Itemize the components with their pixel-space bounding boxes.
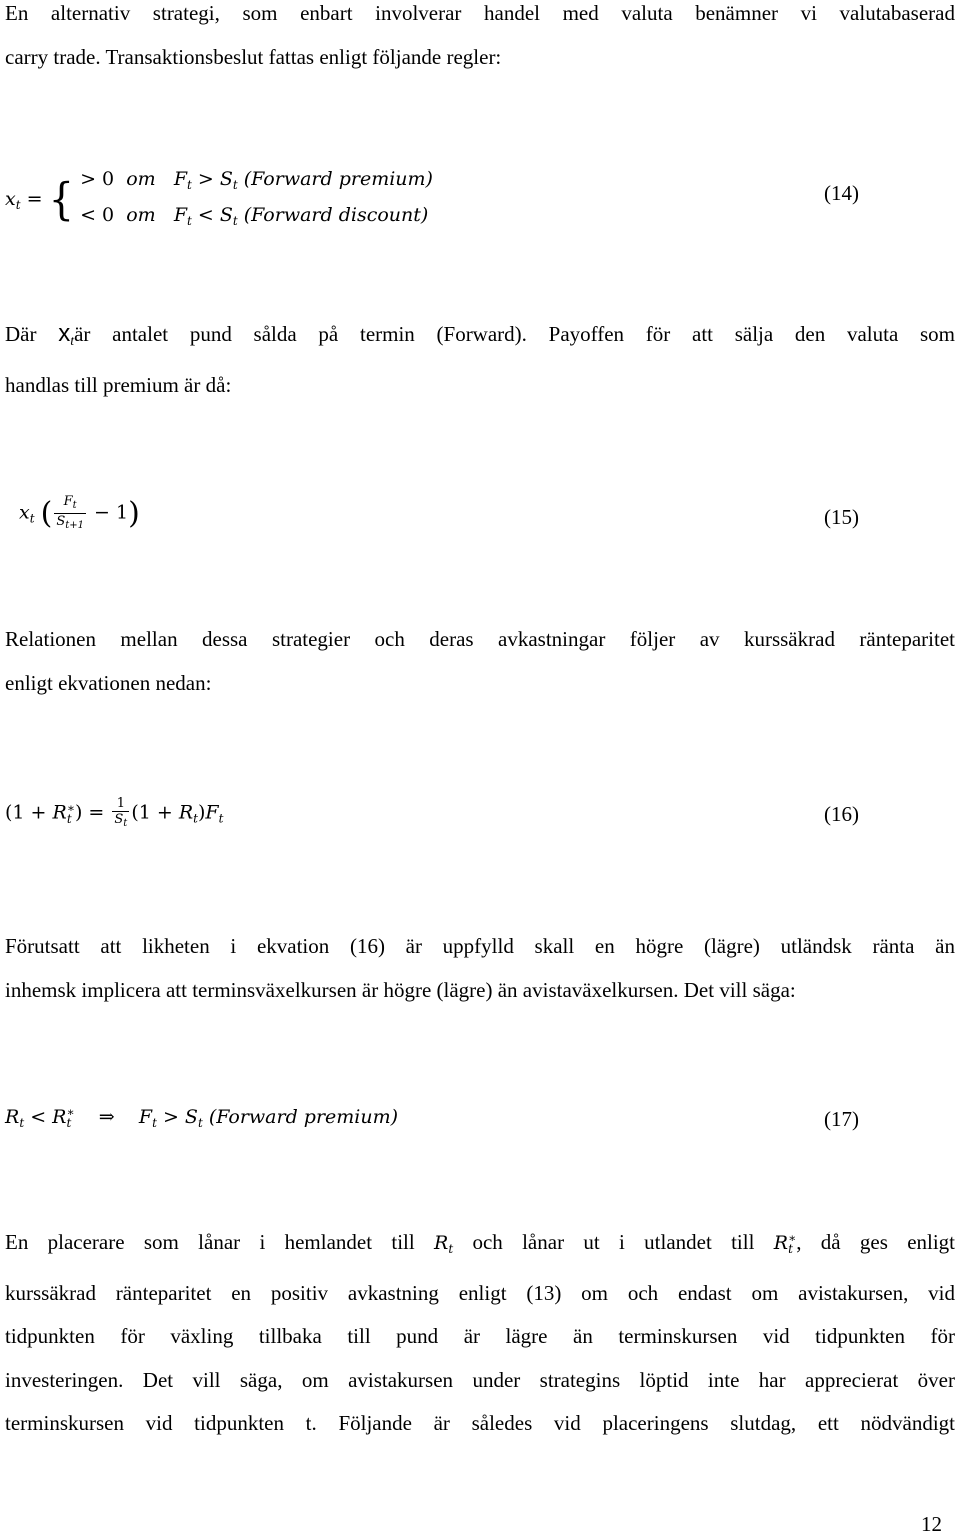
eq-case-2 (80, 200, 433, 236)
equation-17 (5, 1106, 398, 1130)
frac-denominator (112, 812, 129, 831)
eq-var: F (173, 168, 187, 190)
eq-sub: t (448, 1242, 454, 1256)
eq-supsub (66, 1107, 74, 1129)
eq-sub: t (187, 178, 192, 192)
inline-math-rt (434, 1232, 453, 1254)
eq-minus-one: − 1 (94, 501, 129, 524)
eq-sub: t (197, 1116, 203, 1130)
equation-number-16: (16) (824, 802, 859, 826)
eq-word: om (126, 204, 156, 226)
inline-math-rstar (774, 1232, 796, 1254)
equation-number-17: (17) (824, 1107, 859, 1131)
eq-var: S (56, 514, 66, 529)
eq-op: > (197, 168, 214, 190)
eq-var: x (5, 188, 16, 210)
frac-denominator (54, 514, 86, 533)
eq-op: > (162, 1106, 179, 1128)
eq-sub: t (29, 511, 35, 526)
eq-sub: t (123, 818, 128, 829)
eq-sup: ∗ (66, 1105, 75, 1119)
eq-var: R (5, 1106, 20, 1128)
eq-lhs-open: (1 + (5, 801, 53, 824)
eq-sup: ∗ (66, 800, 75, 815)
implies-arrow: ⇒ (98, 1106, 115, 1128)
paragraph-line: handlas till premium är då: (5, 372, 232, 397)
eq-sub: t (19, 1116, 25, 1130)
eq-var: x (58, 320, 71, 347)
paragraph-line: inhemsk implicera att terminsväxelkursen är högre (lägre) än avistaväxelkursen. Det vill säga: (5, 977, 796, 1002)
eq-note: (Forward premium) (208, 1106, 399, 1128)
eq-equals: = (26, 188, 43, 210)
eq-lhs-close: ) = (74, 801, 105, 824)
eq-op: < (197, 204, 214, 226)
left-paren: ( (40, 496, 53, 531)
eq-note: (Forward discount) (243, 204, 429, 226)
paragraph-line (5, 312, 955, 364)
frac-numerator (54, 494, 86, 514)
paragraph-definition (5, 312, 955, 407)
paragraph-line: En alternativ strategi, som enbart involverar handel med valuta benämner vi valutabaserad (5, 1, 955, 25)
eq-note: (Forward premium) (243, 168, 433, 190)
eq-var: F (173, 204, 187, 226)
paragraph-line (5, 1221, 955, 1272)
paragraph-line: kurssäkrad ränteparitet en positiv avkastning enligt (13) om och endast om avistakursen, vid (5, 1280, 955, 1305)
left-brace: { (48, 174, 75, 226)
equation-16 (5, 796, 223, 831)
text-run: Där (5, 322, 37, 346)
eq-rel: < 0 (80, 204, 115, 226)
paragraph-line: enligt ekvationen nedan: (5, 670, 212, 695)
text-run: En placerare som lånar i hemlandet till (5, 1230, 415, 1254)
eq-cases (80, 164, 433, 236)
eq-var: F (205, 801, 219, 824)
paragraph-investor (5, 1221, 955, 1446)
eq-var: R (178, 801, 194, 824)
eq-rhs-open: (1 + (131, 801, 179, 824)
eq-sub: t (187, 214, 192, 228)
eq-sub: t (66, 811, 72, 826)
eq-var: S (219, 168, 233, 190)
eq-var: S (114, 812, 124, 827)
eq-var: F (63, 494, 73, 509)
eq-op: < (30, 1106, 47, 1128)
eq-var: R (434, 1232, 449, 1254)
eq-sub: t (70, 334, 75, 349)
equation-number-15: (15) (824, 505, 859, 529)
page-number: 12 (921, 1512, 942, 1536)
paragraph-line: terminskursen vid tidpunkten t. Följande är således vid placeringens slutdag, ett nödvändigt (5, 1411, 955, 1435)
eq-sub: t (193, 811, 198, 826)
paragraph-relation (5, 618, 955, 705)
paragraph-line: investeringen. Det vill säga, om avistakursen under strategins löptid inte har apprecierat över (5, 1367, 955, 1392)
text-run: är antalet pund sålda på termin (Forward). Payoffen för att sälja den valuta som (74, 322, 956, 346)
equation-15 (19, 494, 140, 533)
paragraph-line: Relationen mellan dessa strategier och deras avkastningar följer av kurssäkrad ränteparitet (5, 627, 955, 651)
eq-supsub (788, 1233, 796, 1255)
paragraph-intro (5, 0, 955, 79)
equation-number-14: (14) (824, 181, 859, 205)
inline-math-xt (58, 320, 74, 347)
eq-sub: t (72, 500, 77, 511)
eq-var: R (52, 801, 67, 824)
text-run: , då ges enligt (796, 1230, 956, 1254)
eq-sub: t (218, 811, 224, 826)
right-paren: ) (128, 496, 140, 531)
eq-fraction (112, 796, 129, 831)
paragraph-condition (5, 925, 955, 1012)
eq-fraction (54, 494, 86, 533)
eq-sub: t+1 (65, 520, 84, 531)
eq-sub: t (788, 1242, 793, 1256)
equation-14 (5, 164, 433, 236)
eq-sub: t (66, 1116, 72, 1130)
eq-var: F (138, 1106, 153, 1128)
paragraph-line: carry trade. Transaktionsbeslut fattas enligt följande regler: (5, 44, 502, 69)
eq-case-1 (80, 164, 433, 200)
eq-sub: t (232, 178, 238, 192)
frac-numerator: 1 (112, 796, 129, 812)
eq-var: R (773, 1232, 789, 1254)
eq-var: S (184, 1106, 198, 1128)
eq-sub: t (152, 1116, 157, 1130)
eq-sup: ∗ (788, 1231, 797, 1245)
eq-sub: t (15, 198, 21, 212)
text-run: och lånar ut i utlandet till (472, 1230, 755, 1254)
eq-var: S (219, 204, 233, 226)
eq-word: om (126, 168, 156, 190)
eq-var: x (19, 501, 30, 524)
paragraph-line: Förutsatt att likheten i ekvation (16) är uppfylld skall en högre (lägre) utländsk ränta än (5, 934, 955, 958)
eq-var: R (52, 1106, 67, 1128)
paragraph-line: tidpunkten för växling tillbaka till pund är lägre än terminskursen vid tidpunkten för (5, 1324, 955, 1348)
eq-sub: t (232, 214, 238, 228)
eq-rel: > 0 (80, 168, 115, 190)
eq-supsub (66, 800, 75, 826)
eq-rhs-close: ) (197, 801, 206, 824)
